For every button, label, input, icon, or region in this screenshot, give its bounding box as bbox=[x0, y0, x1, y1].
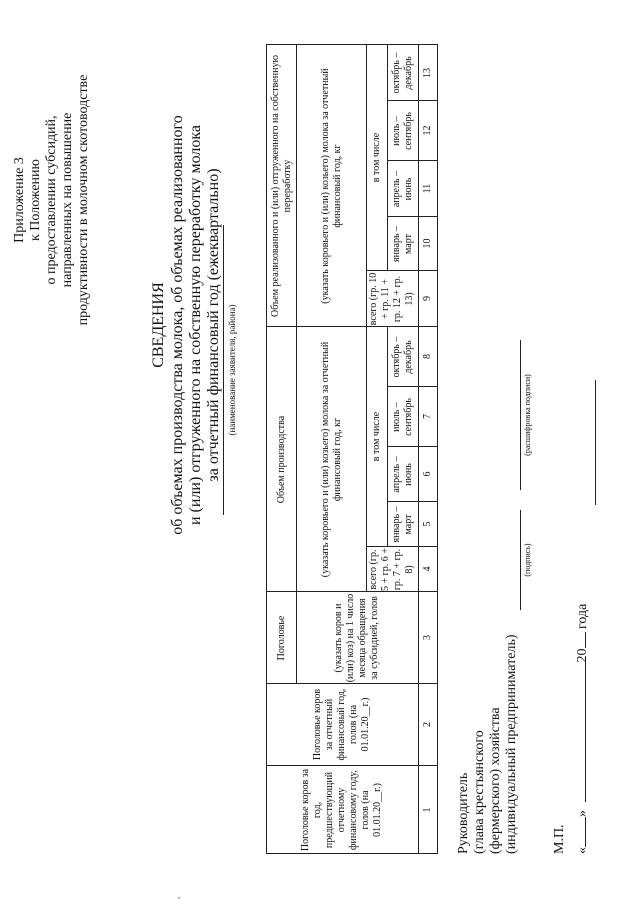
col-number: 12 bbox=[421, 125, 433, 136]
appendix-line-5: продуктивности в молочном скотоводстве bbox=[76, 74, 91, 326]
data-table bbox=[266, 44, 438, 854]
col3-header: (указать коров и (или) коз) на 1 число месяца обращения за субсидией, голов bbox=[333, 593, 380, 683]
grid-line bbox=[266, 591, 438, 592]
head-line-4: (индивидуальный предприниматель) bbox=[504, 634, 519, 854]
title-block bbox=[150, 45, 223, 605]
production-q1: январь – март bbox=[391, 506, 414, 543]
col-number: 7 bbox=[421, 414, 433, 419]
sales-total-header: всего (гр. 10 + гр. 11 + гр. 12 + гр. 13) bbox=[368, 272, 415, 326]
head-line-3: (фермерского) хозяйства bbox=[488, 707, 503, 854]
production-subheader: (указать коровьего и (или) козьего) молока за отчетный финансовый год, кг bbox=[319, 341, 343, 578]
col-number: 3 bbox=[421, 635, 433, 640]
col-number: 11 bbox=[421, 183, 433, 194]
grid-line bbox=[296, 45, 297, 327]
col1-header: Поголовье коров за год, предшествующий отчетному финансовому году, голов (на 01.01.20__г.) bbox=[300, 768, 383, 852]
col-number: 9 bbox=[421, 296, 433, 301]
production-q4: октябрь – декабрь bbox=[391, 336, 414, 378]
production-total-header: всего (гр. 5 + гр. 6 + гр. 7 + гр. 8) bbox=[368, 548, 415, 591]
sales-q3: июль – сентябрь bbox=[391, 112, 414, 150]
production-q3: июль – сентябрь bbox=[391, 398, 414, 436]
col2-header: Поголовье коров за отчетный финансовый год, голов (на 01.01.20__г.) bbox=[312, 688, 371, 761]
sales-group-header: Объем реализованного и (или) отгруженного на собственную переработку bbox=[270, 55, 293, 317]
title-line-1: об объемах производства молока, об объемах реализованного bbox=[169, 115, 186, 535]
grid-line bbox=[266, 326, 438, 327]
appendix-line-3: о предоставлении субсидий, bbox=[44, 115, 59, 285]
col-number: 10 bbox=[421, 238, 433, 249]
col-number: 2 bbox=[421, 722, 433, 727]
date-line bbox=[575, 504, 591, 854]
extra-line bbox=[595, 380, 596, 505]
appendix-line-2: к Положению bbox=[28, 159, 43, 242]
col-number: 13 bbox=[421, 68, 433, 78]
head-title-block bbox=[456, 554, 520, 854]
production-group-header: Объем производства bbox=[276, 415, 287, 504]
year-suffix: года bbox=[575, 603, 590, 629]
day-blank bbox=[585, 817, 586, 847]
col-number: 6 bbox=[421, 471, 433, 477]
decode-line bbox=[520, 340, 521, 490]
head-line-2: (глава крестьянского bbox=[472, 730, 487, 854]
col-number: 1 bbox=[421, 807, 433, 813]
signature-caption: (подпись) bbox=[523, 543, 532, 577]
title-line-3: за отчетный финансовый год (ежеквартально) bbox=[205, 168, 222, 482]
month-blank bbox=[585, 663, 586, 803]
sales-q1: январь – март bbox=[391, 225, 414, 263]
production-including: в том числе bbox=[371, 411, 382, 462]
sales-subheader: (указать коровьего и (или) козьего) молока за отчетный финансовый год, кг bbox=[319, 68, 343, 304]
sales-including: в том числе bbox=[371, 132, 382, 183]
signature-line bbox=[520, 510, 521, 610]
date-close-quote: » bbox=[575, 810, 590, 817]
grid-line bbox=[266, 765, 438, 766]
grid-line bbox=[296, 327, 297, 592]
grid-line bbox=[266, 683, 438, 684]
col-number: 4 bbox=[421, 566, 433, 572]
col-number: 8 bbox=[421, 354, 433, 359]
sales-q4: октябрь – декабрь bbox=[391, 52, 414, 94]
decode-caption: (расшифровка подписи) bbox=[523, 374, 532, 456]
col-number: 5 bbox=[421, 521, 433, 527]
sales-q2: апрель – июнь bbox=[391, 170, 414, 208]
date-open-quote: « bbox=[575, 847, 590, 854]
scan-speck bbox=[178, 897, 180, 899]
applicant-name-line bbox=[223, 225, 224, 515]
head-line-1: Руководитель bbox=[456, 772, 471, 854]
production-q2: апрель – июнь bbox=[391, 456, 414, 493]
appendix-block bbox=[12, 35, 92, 365]
title-line-2: и (или) отгруженного на собственную переработку молока bbox=[187, 125, 204, 525]
stamp-label: М.П. bbox=[552, 824, 567, 854]
appendix-line-1: Приложение 3 bbox=[12, 157, 27, 243]
col3-group-header: Поголовье bbox=[276, 615, 287, 661]
year-prefix: 20 bbox=[575, 648, 590, 663]
applicant-caption: (наименование заявителя, района) bbox=[227, 304, 237, 436]
appendix-line-4: направленных на повышение bbox=[60, 112, 75, 288]
title-heading: СВЕДЕНИЯ bbox=[150, 282, 167, 368]
grid-line bbox=[296, 592, 297, 684]
year-blank bbox=[585, 633, 586, 649]
